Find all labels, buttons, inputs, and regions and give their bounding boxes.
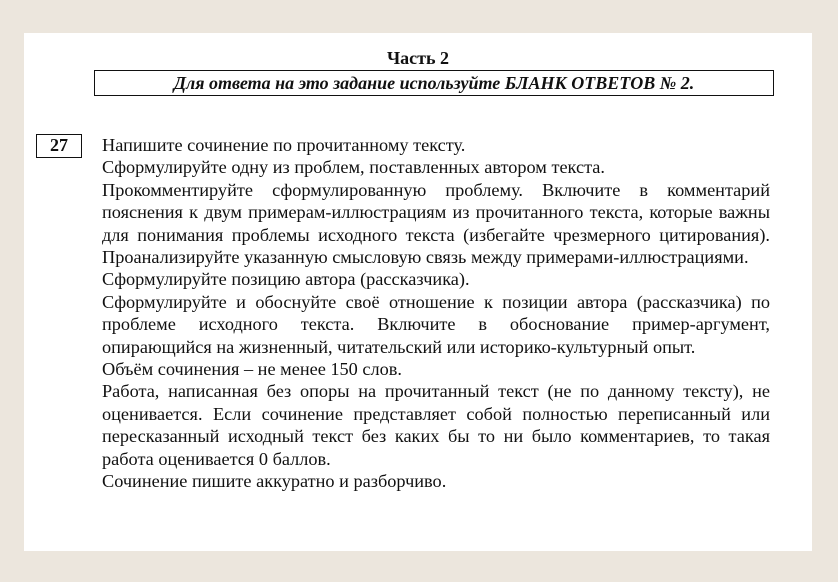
task-paragraph: Прокомментируйте сформулированную проблему. Включите в комментарий пояснения к двум примерам-иллюстрациям из прочитанного текста, которые важны для понимания проблемы исходного текста (избегайте чрезмерного цитирования). Проанализируйте указанную смысловую связь между примерами-иллюстрациями. <box>102 179 770 268</box>
task-paragraph: Сформулируйте позицию автора (рассказчика). <box>102 269 470 290</box>
part-title: Часть 2 <box>386 48 450 68</box>
task-paragraph: Работа, написанная без опоры на прочитанный текст (не по данному тексту), не оценивается. Если сочинение представляет собой полностью переписанный или пересказанный исходный текст без каких бы то ни было комментариев, то такая работа оценивается 0 баллов. <box>102 381 770 469</box>
answer-sheet-instruction: Для ответа на это задание используйте БЛАНК ОТВЕТОВ № 2. <box>94 70 774 96</box>
task-paragraph: Сформулируйте одну из проблем, поставленных автором текста. <box>102 157 605 178</box>
task-paragraph: Объём сочинения – не менее 150 слов. <box>102 359 402 380</box>
task-text <box>102 134 770 493</box>
task-number-box: 27 <box>36 134 82 158</box>
task-paragraph: Напишите сочинение по прочитанному тексту. <box>102 135 466 155</box>
document-page <box>24 33 812 551</box>
task-paragraph: Сформулируйте и обоснуйте своё отношение к позиции автора (рассказчика) по проблеме исходного текста. Включите в обоснование пример-аргумент, опирающийся на жизненный, читательский или историко-культурный опыт. <box>102 291 770 357</box>
task-paragraph: Сочинение пишите аккуратно и разборчиво. <box>102 471 447 492</box>
